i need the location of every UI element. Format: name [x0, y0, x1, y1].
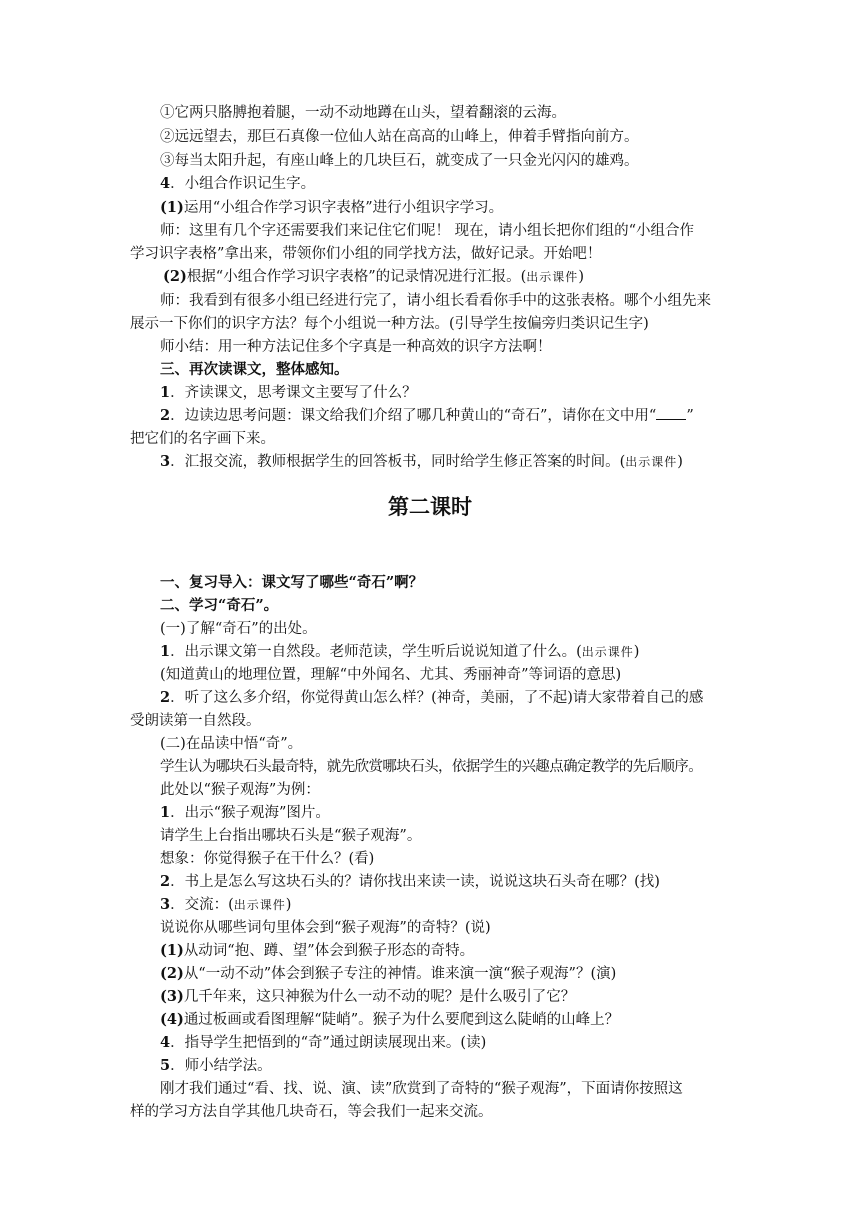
step-b1-a: 请学生上台指出哪块石头是“猴子观海”。: [160, 828, 422, 844]
closing-line-1: 刚才我们通过“看、找、说、演、读”欣赏到了奇特的“猴子观海”，下面请你按照这: [160, 1081, 683, 1097]
teacher-line-2b: 展示一下你们的识字方法？每个小组说一种方法。(引导学生按偏旁归类识记生字): [130, 316, 649, 332]
paragraph-stone-1: ①它两只胳膊抱着腿，一动不动地蹲在山头，望着翻滚的云海。: [160, 105, 566, 121]
subsection-b-intro: 学生认为哪块石头最奇特，就先欣赏哪块石头，依据学生的兴趣点确定教学的先后顺序。: [160, 759, 703, 775]
reading-item-2-cont: 把它们的名字画下来。: [130, 431, 275, 447]
subitem-1: (1)运用“小组合作学习识字表格”进行小组识字学习。: [160, 199, 504, 216]
item-4-heading: 4．小组合作识记生字。: [160, 175, 316, 192]
teacher-line-2a: 师：我看到有很多小组已经进行完了，请小组长看看你手中的这张表格。哪个小组先来: [160, 293, 711, 309]
step-b5: 5．师小结学法。: [160, 1057, 272, 1074]
reading-item-1: 1．齐读课文，思考课文主要写了什么？: [160, 384, 417, 401]
reading-item-2: 2．边读边思考问题：课文给我们介绍了哪几种黄山的“奇石”，请你在文中用“ ”: [160, 407, 694, 424]
subsection-b-example: 此处以“猴子观海”为例：: [160, 782, 320, 798]
closing-line-2: 样的学习方法自学其他几块奇石，等会我们一起来交流。: [130, 1104, 493, 1120]
step-a2-cont: 受朗读第一自然段。: [130, 713, 261, 729]
point-4: (4)通过板画或看图理解“陡峭”。猴子为什么要爬到这么陡峭的山峰上？: [160, 1011, 620, 1028]
paragraph-stone-2: ②远远望去，那巨石真像一位仙人站在高高的山峰上，伸着手臂指向前方。: [160, 129, 639, 145]
step-b3-question: 说说你从哪些词句里体会到“猴子观海”的奇特？(说): [160, 920, 491, 936]
lesson-title: 第二课时: [388, 495, 472, 519]
subsection-b-heading: (二)在品读中悟“奇”。: [160, 736, 303, 752]
section-3-heading: 三、再次读课文，整体感知。: [160, 361, 349, 378]
part-1-heading: 一、复习导入：课文写了哪些“奇石”啊？: [160, 574, 424, 591]
underline-blank: [656, 405, 686, 420]
subsection-a-heading: (一)了解“奇石”的出处。: [160, 621, 317, 637]
teacher-summary: 师小结：用一种方法记住多个字真是一种高效的识字方法啊！: [160, 339, 552, 355]
part-2-heading: 二、学习“奇石”。: [160, 597, 279, 614]
step-a1: 1．出示课文第一自然段。老师范读，学生听后说说知道了什么。(出示课件): [160, 643, 640, 660]
step-b1-b: 想象：你觉得猴子在干什么？(看): [160, 851, 375, 867]
step-b4: 4．指导学生把悟到的“奇”通过朗读展现出来。(读): [160, 1034, 487, 1051]
paragraph-stone-3: ③每当太阳升起，有座山峰上的几块巨石，就变成了一只金光闪闪的雄鸡。: [160, 153, 639, 169]
reading-item-3: 3．汇报交流，教师根据学生的回答板书，同时给学生修正答案的时间。(出示课件): [160, 453, 683, 470]
subitem-2: (2)根据“小组合作学习识字表格”的记录情况进行汇报。(出示课件): [163, 268, 584, 285]
step-a1-note: (知道黄山的地理位置，理解“中外闻名、尤其、秀丽神奇”等词语的意思): [160, 667, 622, 683]
step-b2: 2．书上是怎么写这块石头的？请你找出来读一读，说说这块石头奇在哪？(找): [160, 873, 660, 890]
step-b1: 1．出示“猴子观海”图片。: [160, 804, 330, 821]
teacher-line-1b: 学习识字表格”拿出来，带领你们小组的同学找方法，做好记录。开始吧！: [130, 246, 602, 262]
teacher-line-1a: 师：这里有几个字还需要我们来记住它们呢！ 现在，请小组长把你们组的“小组合作: [160, 223, 695, 239]
step-b3: 3．交流：(出示课件): [160, 896, 292, 913]
step-a2: 2．听了这么多介绍，你觉得黄山怎么样？(神奇，美丽，了不起)请大家带着自己的感: [160, 689, 704, 706]
point-3: (3)几千年来，这只神猴为什么一动不动的呢？是什么吸引了它？: [160, 988, 576, 1005]
point-2: (2)从“一动不动”体会到猴子专注的神情。谁来演一演“猴子观海”？(演): [160, 965, 617, 982]
point-1: (1)从动词“抱、蹲、望”体会到猴子形态的奇特。: [160, 942, 475, 959]
